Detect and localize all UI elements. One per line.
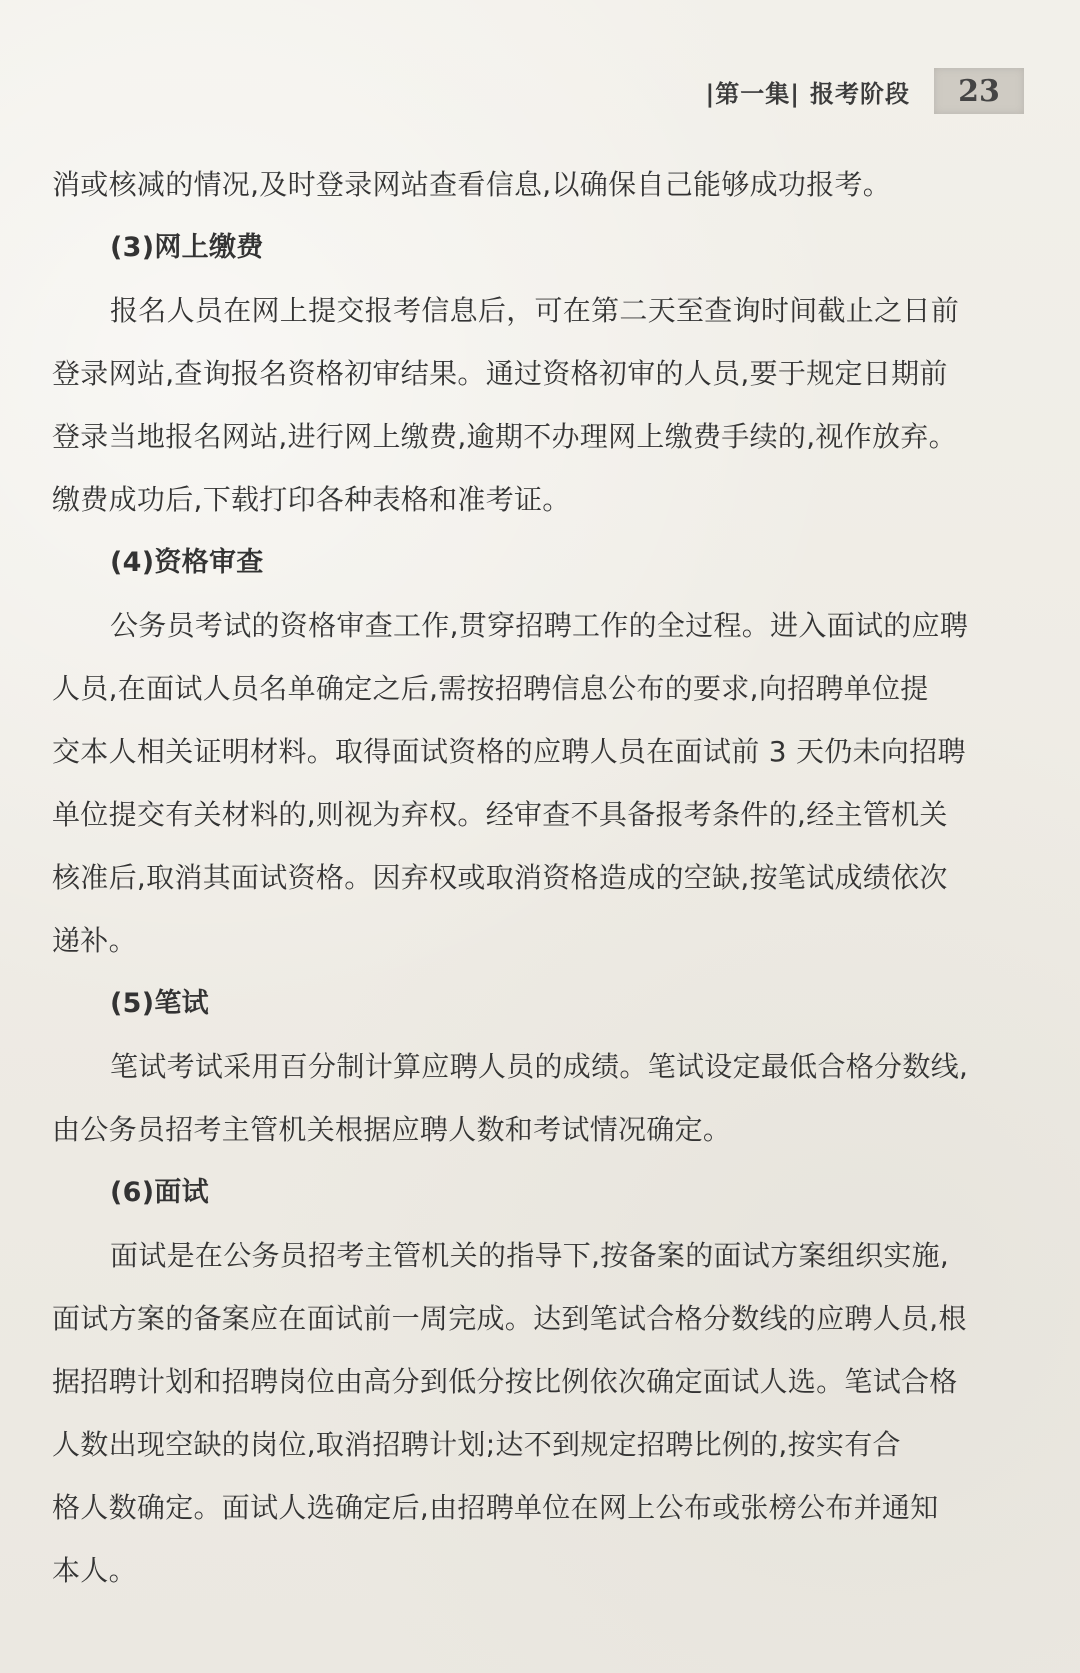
text-line: 据招聘计划和招聘岗位由高分到低分按比例依次确定面试人选。笔试合格 <box>52 1365 958 1398</box>
section-heading: (4)资格审查 <box>110 547 264 578</box>
text-line: 由公务员招考主管机关根据应聘人数和考试情况确定。 <box>52 1113 732 1146</box>
text-line: 登录网站,查询报名资格初审结果。通过资格初审的人员,要于规定日期前 <box>52 357 948 390</box>
section-heading: (5)笔试 <box>110 988 209 1019</box>
text-line: 公务员考试的资格审查工作,贯穿招聘工作的全过程。进入面试的应聘 <box>110 609 969 642</box>
text-line: 面试是在公务员招考主管机关的指导下,按备案的面试方案组织实施, <box>110 1239 950 1272</box>
text-line: 交本人相关证明材料。取得面试资格的应聘人员在面试前 3 天仍未向招聘 <box>52 735 966 768</box>
text-line: 笔试考试采用百分制计算应聘人员的成绩。笔试设定最低合格分数线, <box>110 1050 969 1083</box>
text-line: 格人数确定。面试人选确定后,由招聘单位在网上公布或张榜公布并通知 <box>52 1491 939 1524</box>
text-line: 登录当地报名网站,进行网上缴费,逾期不办理网上缴费手续的,视作放弃。 <box>52 420 957 453</box>
text-line: 缴费成功后,下载打印各种表格和准考证。 <box>52 483 571 516</box>
text-line: 人数出现空缺的岗位,取消招聘计划;达不到规定招聘比例的,按实有合 <box>52 1428 901 1461</box>
section-title: 报考阶段 <box>810 79 910 108</box>
text-line: 人员,在面试人员名单确定之后,需按招聘信息公布的要求,向招聘单位提 <box>52 672 929 705</box>
text-line: 单位提交有关材料的,则视为弃权。经审查不具备报考条件的,经主管机关 <box>52 798 948 831</box>
text-line: 消或核减的情况,及时登录网站查看信息,以确保自己能够成功报考。 <box>52 168 892 201</box>
text-line: 核准后,取消其面试资格。因弃权或取消资格造成的空缺,按笔试成绩依次 <box>52 861 948 894</box>
text-line: 本人。 <box>52 1554 137 1587</box>
page-number: 23 <box>934 68 1024 114</box>
collection-label: |第一集| <box>705 79 800 108</box>
text-line: 面试方案的备案应在面试前一周完成。达到笔试合格分数线的应聘人员,根 <box>52 1302 967 1335</box>
page-header <box>705 68 1024 114</box>
page-content <box>52 153 1010 1602</box>
section-heading: (6)面试 <box>110 1177 209 1208</box>
text-line: 递补。 <box>52 924 137 957</box>
text-line: 报名人员在网上提交报考信息后，可在第二天至查询时间截止之日前 <box>110 294 960 327</box>
section-heading: (3)网上缴费 <box>110 232 264 263</box>
